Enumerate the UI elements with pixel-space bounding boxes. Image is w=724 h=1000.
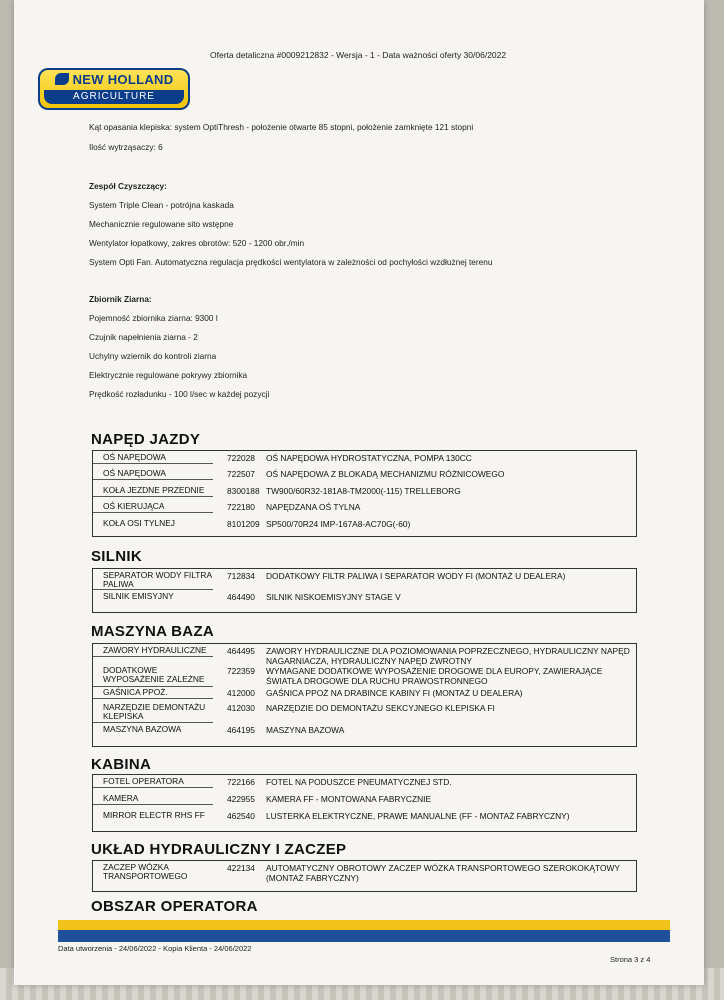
offer-header: Oferta detaliczna #0009212832 - Wersja - 1 - Data ważności oferty 30/06/2022 xyxy=(210,50,507,60)
section-table xyxy=(92,450,637,537)
row-code: 722180 xyxy=(227,502,255,512)
cleaning-line: System Opti Fan. Automatyczna regulacja prędkości wentylatora w zależności od pochyłości wzdłużnej terenu xyxy=(89,257,493,267)
row-code: 464495 xyxy=(227,646,255,656)
row-desc: FOTEL NA PODUSZCE PNEUMATYCZNEJ STD. xyxy=(266,777,452,787)
row-desc: OŚ NAPĘDOWA HYDROSTATYCZNA, POMPA 130CC xyxy=(266,453,472,463)
grain-tank-line: Pojemność zbiornika ziarna: 9300 l xyxy=(89,313,218,323)
row-code: 712834 xyxy=(227,571,255,581)
footer-yellow-bar xyxy=(58,920,670,930)
row-desc: TW900/60R32-181A8-TM2000(-115) TRELLEBORG xyxy=(266,486,461,496)
row-code: 412030 xyxy=(227,703,255,713)
row-code: 412000 xyxy=(227,688,255,698)
page-number: Strona 3 z 4 xyxy=(610,955,651,964)
row-name: ZACZEP WÓZKA TRANSPORTOWEGO xyxy=(103,862,188,881)
grain-tank-line: Czujnik napełnienia ziarna - 2 xyxy=(89,332,198,342)
section-table xyxy=(92,774,637,832)
grain-tank-title: Zbiornik Ziarna: xyxy=(89,294,152,304)
section-title: KABINA xyxy=(91,756,152,773)
intro-line: Ilość wytrząsaczy: 6 xyxy=(89,142,163,152)
row-code: 722028 xyxy=(227,453,255,463)
row-name: KOŁA OSI TYLNEJ xyxy=(103,518,175,528)
row-code: 722359 xyxy=(227,666,255,676)
row-name: SEPARATOR WODY FILTRA PALIWA xyxy=(103,570,212,589)
row-name: OŚ KIERUJĄCA xyxy=(103,501,165,511)
logo-sub: AGRICULTURE xyxy=(44,90,184,104)
row-desc: SILNIK NISKOEMISYJNY STAGE V xyxy=(266,592,401,602)
grain-tank-line: Elektrycznie regulowane pokrywy zbiornika xyxy=(89,370,248,380)
section-title: NAPĘD JAZDY xyxy=(91,431,201,448)
new-holland-logo xyxy=(38,68,190,110)
cleaning-line: System Triple Clean - potrójna kaskada xyxy=(89,200,234,210)
row-code: 722507 xyxy=(227,469,255,479)
section-table xyxy=(92,643,637,747)
row-code: 464490 xyxy=(227,592,255,602)
row-desc: MASZYNA BAZOWA xyxy=(266,725,345,735)
row-desc: OŚ NAPĘDOWA Z BLOKADĄ MECHANIZMU RÓŻNICOWEGO xyxy=(266,469,505,479)
row-name: OŚ NAPĘDOWA xyxy=(103,468,166,478)
row-name: DODATKOWE WYPOSAŻENIE ZALEŻNE xyxy=(103,665,205,684)
row-desc: SP500/70R24 IMP-167A8-AC70G(-60) xyxy=(266,519,411,529)
row-desc: ZAWORY HYDRAULICZNE DLA POZIOMOWANIA POPRZECZNEGO, HYDRAULICZNY NAPĘD NAGARNIACZA, HYDRAULICZNY NAPĘD ZWROTNY xyxy=(266,646,630,666)
row-code: 464195 xyxy=(227,725,255,735)
row-name: ZAWORY HYDRAULICZNE xyxy=(103,645,207,655)
intro-line: Kąt opasania klepiska: system OptiThresh - położenie otwarte 85 stopni, położenie zamknięte 121 stopni xyxy=(89,122,474,132)
section-title: MASZYNA BAZA xyxy=(91,623,215,640)
footer-created: Data utworzenia - 24/06/2022 - Kopia Klienta - 24/06/2022 xyxy=(58,944,252,953)
cleaning-line: Wentylator łopatkowy, zakres obrotów: 520 - 1200 obr./min xyxy=(89,238,305,248)
section-title: SILNIK xyxy=(91,548,142,565)
section-table xyxy=(92,568,637,613)
row-name: GAŚNICA PPOŻ. xyxy=(103,687,168,697)
row-desc: GAŚNICA PPOŻ NA DRABINCE KABINY FI (MONTAŻ U DEALERA) xyxy=(266,688,523,698)
logo-brand: NEW HOLLAND xyxy=(72,72,174,87)
cleaning-title: Zespół Czyszczący: xyxy=(89,181,167,191)
footer-blue-bar xyxy=(58,930,670,942)
row-code: 422134 xyxy=(227,863,255,873)
row-name: MASZYNA BAZOWA xyxy=(103,724,182,734)
row-desc: DODATKOWY FILTR PALIWA I SEPARATOR WODY FI (MONTAŻ U DEALERA) xyxy=(266,571,566,581)
row-code: 422955 xyxy=(227,794,255,804)
row-desc: AUTOMATYCZNY OBROTOWY ZACZEP WÓZKA TRANSPORTOWEGO SZEROKOKĄTOWY (MONTAŻ FABRYCZNY) xyxy=(266,863,620,883)
row-name: KAMERA xyxy=(103,793,139,803)
section-table xyxy=(92,860,637,892)
cleaning-line: Mechanicznie regulowane sito wstępne xyxy=(89,219,234,229)
row-desc: NAPĘDZANA OŚ TYLNA xyxy=(266,502,361,512)
row-name: NARZĘDZIE DEMONTAŻU KLEPISKA xyxy=(103,702,206,721)
row-name: OŚ NAPĘDOWA xyxy=(103,452,166,462)
row-name: KOŁA JEZDNE PRZEDNIE xyxy=(103,485,205,495)
row-code: 8101209 xyxy=(227,519,260,529)
grain-tank-line: Prędkość rozładunku - 100 l/sec w każdej pozycji xyxy=(89,389,270,399)
leaf-icon xyxy=(55,73,69,85)
section-title: UKŁAD HYDRAULICZNY I ZACZEP xyxy=(91,841,347,858)
row-name: FOTEL OPERATORA xyxy=(103,776,184,786)
row-code: 462540 xyxy=(227,811,255,821)
row-name: MIRROR ELECTR RHS FF xyxy=(103,810,205,820)
grain-tank-line: Uchylny wziernik do kontroli ziarna xyxy=(89,351,217,361)
section-title: OBSZAR OPERATORA xyxy=(91,898,258,915)
row-code: 8300188 xyxy=(227,486,260,496)
row-code: 722166 xyxy=(227,777,255,787)
row-desc: LUSTERKA ELEKTRYCZNE, PRAWE MANUALNE (FF - MONTAŻ FABRYCZNY) xyxy=(266,811,570,821)
row-name: SILNIK EMISYJNY xyxy=(103,591,174,601)
row-desc: KAMERA FF - MONTOWANA FABRYCZNIE xyxy=(266,794,432,804)
row-desc: WYMAGANE DODATKOWE WYPOSAŻENIE DROGOWE DLA EUROPY, ZAWIERAJĄCE ŚWIATŁA DROGOWE DLA RUCHU PRAWOSTRONNEGO xyxy=(266,666,603,686)
row-desc: NARZĘDZIE DO DEMONTAŻU SEKCYJNEGO KLEPISKA FI xyxy=(266,703,495,713)
